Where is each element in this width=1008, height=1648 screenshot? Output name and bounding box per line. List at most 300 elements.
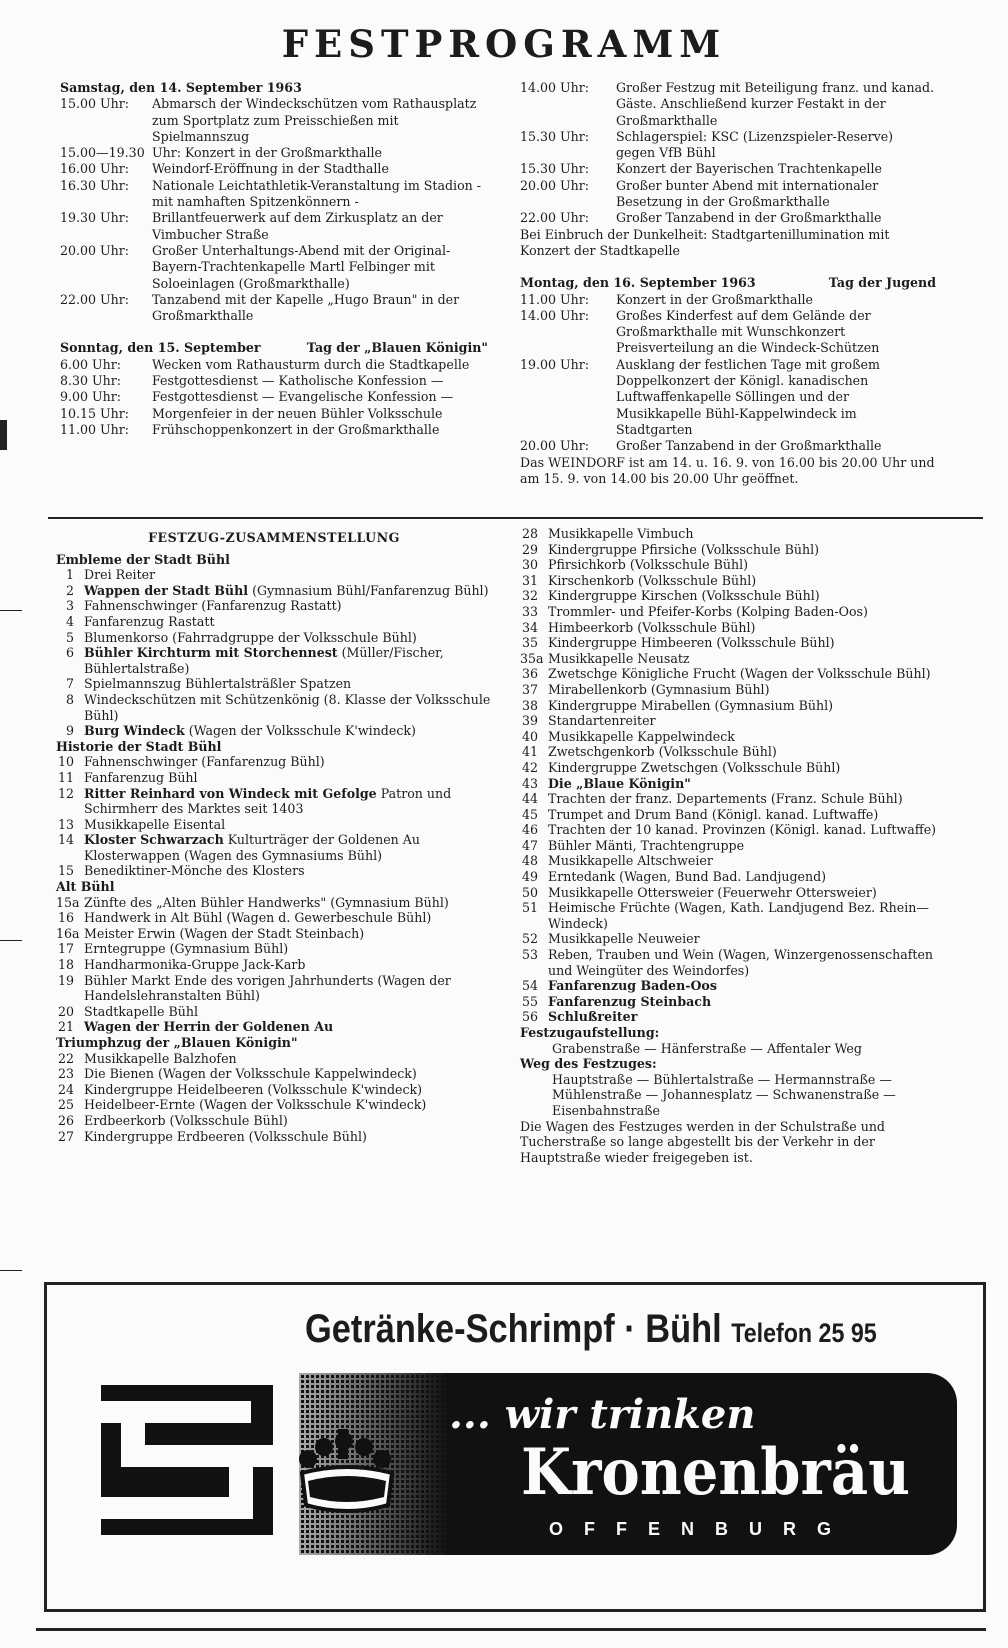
item-title: Zwetschge Königliche Frucht (Wagen der Volksschule Bühl): [548, 666, 931, 682]
item-text: [548, 542, 940, 558]
group-heading: Triumphzug der „Blauen Königin": [56, 1035, 298, 1050]
parade-item: [56, 598, 492, 614]
parade-item: [520, 853, 940, 869]
item-text: [84, 1082, 492, 1098]
item-number: 47: [521, 837, 538, 853]
item-text: [84, 645, 492, 676]
parade-item: [520, 620, 940, 636]
item-number: 41: [521, 744, 538, 760]
program-event: [60, 145, 488, 161]
parking-note: Die Wagen des Festzuges werden in der Schulstraße und Tucherstraße so lange abgestellt bis der Verkehr in der Hauptstraße wieder freigegeben ist.: [520, 1118, 885, 1165]
parade-item: [56, 1004, 492, 1020]
item-text: [548, 994, 940, 1010]
event-time: 14.00 Uhr:: [520, 307, 590, 323]
item-detail: Kulturträger der Goldenen Au Klosterwappen (Wagen des Gymnasiums Bühl): [84, 832, 420, 863]
parade-item: [520, 807, 940, 823]
item-text: [548, 635, 940, 651]
parade-item: [520, 635, 940, 651]
item-number: 16: [57, 910, 74, 926]
item-title: Die „Blaue Königin": [548, 775, 691, 791]
item-title: Burg Windeck: [84, 723, 185, 739]
event-time: 20.00 Uhr:: [60, 242, 130, 258]
item-text: [548, 666, 940, 682]
parade-item: [56, 1129, 492, 1145]
parade-item: [520, 822, 940, 838]
item-detail: Patron und Schirmherr des Marktes seit 1403: [84, 785, 452, 817]
item-number: 28: [521, 526, 538, 541]
event-time: 20.00 Uhr:: [520, 177, 590, 193]
group-heading: Historie der Stadt Bühl: [56, 738, 222, 754]
program-event: [60, 373, 488, 389]
program-event: [520, 129, 936, 162]
item-text: [548, 807, 940, 823]
event-time: 16.00 Uhr:: [60, 161, 130, 177]
item-title: Bühler Mänti, Trachtengruppe: [548, 837, 745, 853]
item-number: 39: [521, 713, 538, 729]
event-text: Konzert in der Großmarkthalle: [616, 291, 813, 307]
event-time: 22.00 Uhr:: [520, 210, 590, 226]
event-text: Frühschoppenkonzert in der Großmarkthalle: [152, 421, 440, 437]
program-event: [60, 357, 488, 373]
item-text: [84, 1019, 492, 1035]
item-title: Schlußreiter: [548, 1009, 638, 1025]
item-number: 17: [57, 941, 74, 957]
item-title: Standartenreiter: [548, 713, 656, 729]
item-number: 46: [521, 822, 538, 838]
item-title: Fanfarenzug Steinbach: [548, 993, 712, 1009]
item-text: [548, 822, 940, 838]
parade-item: [56, 832, 492, 863]
item-number: 48: [521, 853, 538, 869]
festzug-left-column: [56, 526, 492, 1144]
item-title: Trachten der 10 kanad. Provinzen (Königl. kanad. Luftwaffe): [548, 822, 937, 838]
brewery-seal-icon: [292, 1425, 402, 1521]
item-text: [84, 567, 492, 583]
event-text: Tanzabend mit der Kapelle „Hugo Braun" in der Großmarkthalle: [152, 291, 460, 324]
program-event: [520, 308, 936, 357]
margin-mark: [0, 420, 7, 450]
parade-item: [56, 676, 492, 692]
item-number: 40: [521, 728, 538, 744]
item-number: 36: [521, 666, 538, 682]
item-title: Wagen der Herrin der Goldenen Au: [84, 1019, 334, 1035]
event-time: 6.00 Uhr:: [60, 356, 122, 372]
item-text: [84, 786, 492, 817]
item-text: [84, 895, 492, 911]
event-time: 15.00—19.30: [60, 145, 145, 161]
event-time: 15.30 Uhr:: [520, 161, 590, 177]
item-text: [84, 973, 492, 1004]
item-title: Erntegruppe (Gymnasium Bühl): [84, 941, 289, 957]
item-title: Windeckschützen mit Schützenkönig (8. Klasse der Volksschule Bühl): [84, 691, 491, 723]
item-title: Ritter Reinhard von Windeck mit Gefolge: [84, 785, 377, 801]
item-text: [84, 1113, 492, 1129]
item-title: Reben, Trauben und Wein (Wagen, Winzergenossenschaften und Weingüter des Weindorfes): [548, 947, 934, 978]
event-text: Festgottesdienst — Katholische Konfession —: [152, 373, 444, 389]
program-event: [520, 357, 936, 438]
item-text: [548, 573, 940, 589]
program-saturday-sunday: [60, 80, 488, 438]
parade-item: [520, 776, 940, 792]
item-text: [548, 651, 940, 667]
item-number: 50: [521, 884, 538, 900]
event-time: 8.30 Uhr:: [60, 373, 122, 389]
item-title: Himbeerkorb (Volksschule Bühl): [548, 619, 756, 635]
ad-headline: [305, 1307, 877, 1352]
item-number: 19: [57, 972, 74, 988]
item-number: 18: [57, 957, 74, 973]
event-time: 20.00 Uhr:: [520, 438, 590, 454]
item-number: 35: [521, 635, 538, 651]
day-heading: [520, 275, 936, 291]
item-text: [84, 583, 492, 599]
brand-city: OFFENBURG: [549, 1519, 852, 1539]
parade-item: [56, 645, 492, 676]
parade-item: [520, 557, 940, 573]
item-text: [84, 1004, 492, 1020]
item-number: 53: [521, 947, 538, 963]
item-number: 56: [521, 1009, 538, 1025]
event-time: 22.00 Uhr:: [60, 291, 130, 307]
parade-item: [520, 994, 940, 1010]
assembly-label: Festzugaufstellung:: [520, 1025, 660, 1040]
event-time: 10.15 Uhr:: [60, 405, 130, 421]
parade-item: [520, 760, 940, 776]
item-title: Zwetschgenkorb (Volksschule Bühl): [548, 744, 777, 760]
program-event: [520, 210, 936, 226]
festzug-right-column: [520, 526, 940, 1165]
event-text: Großer Tanzabend in der Großmarkthalle: [616, 210, 882, 226]
parade-item: [56, 1051, 492, 1067]
item-number: 37: [521, 681, 538, 697]
item-title: Musikkapelle Balzhofen: [84, 1050, 237, 1066]
item-number: 31: [521, 572, 538, 588]
item-text: [84, 676, 492, 692]
item-title: Kindergruppe Mirabellen (Gymnasium Bühl): [548, 697, 834, 713]
item-number: 30: [521, 557, 538, 573]
item-text: [84, 1066, 492, 1082]
item-text: [548, 931, 940, 947]
ad-phone: Telefon 25 95: [731, 1318, 877, 1348]
item-title: Kloster Schwarzach: [84, 832, 224, 848]
parade-item: [520, 542, 940, 558]
item-number: 52: [521, 931, 538, 947]
parade-item: [56, 1066, 492, 1082]
program-event: [520, 80, 936, 129]
item-number: 11: [57, 769, 74, 785]
item-number: 2: [65, 582, 74, 598]
item-number: 9: [65, 723, 74, 739]
margin-rule: [0, 1270, 22, 1271]
parade-item: [520, 1009, 940, 1025]
parade-item: [56, 973, 492, 1004]
festzug-heading: FESTZUG-ZUSAMMENSTELLUNG: [148, 530, 400, 545]
parade-item: [520, 838, 940, 854]
item-number: 49: [521, 869, 538, 885]
event-time: 9.00 Uhr:: [60, 389, 122, 405]
item-number: 38: [521, 697, 538, 713]
program-event: [60, 389, 488, 405]
parade-item: [520, 791, 940, 807]
day-heading: [60, 340, 488, 356]
item-title: Trachten der franz. Departements (Franz. Schule Bühl): [548, 791, 903, 807]
margin-rule: [0, 940, 22, 941]
event-text: Großer Tanzabend in der Großmarkthalle: [616, 438, 882, 454]
item-title: Erntedank (Wagen, Bund Bad. Landjugend): [548, 869, 827, 885]
parade-item: [520, 588, 940, 604]
parade-item: [56, 786, 492, 817]
item-number: 25: [57, 1097, 74, 1113]
item-text: [84, 598, 492, 614]
parade-item: [520, 526, 940, 542]
item-number: 12: [57, 785, 74, 801]
brand-name: Kronenbräu: [521, 1435, 911, 1510]
item-number: 24: [57, 1081, 74, 1097]
item-number: 15: [57, 863, 74, 879]
day-motto: Tag der „Blauen Königin": [306, 340, 488, 356]
item-number: 55: [521, 993, 538, 1009]
parade-item: [56, 567, 492, 583]
event-text: Ausklang der festlichen Tage mit großem Doppelkonzert der Königl. kanadischen Luftwaffenkapelle Söllingen und der Musikkapelle Bühl-Kappelwindeck im Stadtgarten: [616, 356, 880, 437]
parade-item: [520, 744, 940, 760]
item-text: [84, 832, 492, 863]
item-number: 43: [521, 775, 538, 791]
item-text: [548, 838, 940, 854]
item-number: 34: [521, 619, 538, 635]
item-text: [548, 698, 940, 714]
event-time: 15.30 Uhr:: [520, 128, 590, 144]
item-number: 29: [521, 541, 538, 557]
parade-item: [56, 614, 492, 630]
event-text: Großer bunter Abend mit internationaler Besetzung in der Großmarkthalle: [616, 177, 879, 210]
item-text: [84, 630, 492, 646]
item-number: 13: [57, 816, 74, 832]
item-title: Benediktiner-Mönche des Klosters: [84, 863, 305, 879]
event-time: 11.00 Uhr:: [60, 421, 130, 437]
item-title: Spielmannszug Bühlertalsträßler Spatzen: [84, 676, 352, 692]
s-logo-icon: [101, 1385, 273, 1535]
item-number: 22: [57, 1050, 74, 1066]
item-text: [548, 682, 940, 698]
event-time: 19.00 Uhr:: [520, 356, 590, 372]
program-event: [60, 178, 488, 211]
program-event: [60, 292, 488, 325]
item-number: 26: [57, 1112, 74, 1128]
day-heading: [60, 80, 488, 96]
item-text: [548, 885, 940, 901]
program-event: [60, 422, 488, 438]
margin-rule: [0, 610, 22, 611]
group-heading: Alt Bühl: [56, 879, 115, 895]
parade-item: [56, 692, 492, 723]
section-divider: [48, 517, 983, 519]
item-number: 54: [521, 978, 538, 994]
event-text: Weindorf-Eröffnung in der Stadthalle: [152, 161, 389, 177]
item-title: Handharmonika-Gruppe Jack-Karb: [84, 957, 306, 973]
parade-item: [56, 817, 492, 833]
item-text: [548, 853, 940, 869]
item-text: [548, 620, 940, 636]
item-text: [84, 926, 492, 942]
item-text: [548, 713, 940, 729]
program-event: [520, 178, 936, 211]
item-title: Stadtkapelle Bühl: [84, 1003, 198, 1019]
parade-item: [520, 698, 940, 714]
item-number: 1: [65, 567, 74, 583]
item-title: Kindergruppe Kirschen (Volksschule Bühl): [548, 588, 820, 604]
parade-item: [56, 957, 492, 973]
item-number: 15a: [56, 894, 80, 910]
item-number: 8: [65, 691, 74, 707]
parade-item: [520, 713, 940, 729]
item-detail: (Gymnasium Bühl/Fanfarenzug Bühl): [252, 582, 489, 598]
item-text: [84, 614, 492, 630]
item-number: 5: [65, 629, 74, 645]
item-text: [84, 863, 492, 879]
weindorf-note: Das WEINDORF ist am 14. u. 16. 9. von 16.00 bis 20.00 Uhr und am 15. 9. von 14.00 bis 20.00 Uhr geöffnet.: [520, 454, 935, 486]
parade-route: Hauptstraße — Bühlertalstraße — Hermannstraße — Mühlenstraße — Johannesplatz — Schwanenstraße — Eisenbahnstraße: [552, 1071, 896, 1118]
item-title: Erdbeerkorb (Volksschule Bühl): [84, 1112, 288, 1128]
parade-item: [56, 941, 492, 957]
parade-item: [56, 895, 492, 911]
item-number: 21: [57, 1019, 74, 1035]
parade-item: [56, 926, 492, 942]
parade-item: [56, 863, 492, 879]
parade-item: [56, 754, 492, 770]
item-text: [84, 754, 492, 770]
item-detail: (Wagen der Volksschule K'windeck): [188, 723, 416, 739]
event-text: Großer Unterhaltungs-Abend mit der Original-Bayern-Trachtenkapelle Martl Felbinger mit Soloeinlagen (Großmarkthalle): [152, 242, 451, 291]
item-text: [84, 910, 492, 926]
item-text: [84, 1097, 492, 1113]
event-text: Großes Kinderfest auf dem Gelände der Großmarkthalle mit Wunschkonzert Preisverteilung an die Windeck-Schützen: [616, 307, 880, 356]
event-text: Morgenfeier in der neuen Bühler Volksschule: [152, 405, 443, 421]
ad-slogan: ... wir trinken: [449, 1391, 756, 1438]
item-text: [84, 723, 492, 739]
item-title: Fahnenschwinger (Fanfarenzug Bühl): [84, 754, 325, 770]
event-text: Großer Festzug mit Beteiligung franz. und kanad. Gäste. Anschließend kurzer Festakt in der Großmarkthalle: [616, 80, 935, 128]
item-number: 20: [57, 1003, 74, 1019]
item-title: Kindergruppe Heidelbeeren (Volksschule K'windeck): [84, 1081, 423, 1097]
item-number: 44: [521, 791, 538, 807]
day-title: Samstag, den 14. September 1963: [60, 80, 302, 95]
parade-item: [56, 770, 492, 786]
parade-item: [520, 573, 940, 589]
item-text: [548, 760, 940, 776]
event-text: Abmarsch der Windeckschützen vom Rathausplatz zum Sportplatz zum Preisschießen mit Spielmannszug: [152, 96, 477, 144]
item-text: [548, 1009, 940, 1025]
parade-item: [56, 1113, 492, 1129]
item-text: [84, 692, 492, 723]
parade-item: [520, 682, 940, 698]
item-title: Blumenkorso (Fahrradgruppe der Volksschule Bühl): [84, 629, 417, 645]
day-title: Sonntag, den 15. September: [60, 340, 261, 356]
program-sunday-monday: [520, 80, 936, 487]
item-number: 6: [65, 645, 74, 661]
program-event: [60, 406, 488, 422]
spacer: [60, 324, 488, 340]
item-text: [548, 947, 940, 978]
item-title: Zünfte des „Alten Bühler Handwerks" (Gymnasium Bühl): [84, 894, 449, 910]
item-title: Fahnenschwinger (Fanfarenzug Rastatt): [84, 598, 342, 614]
item-title: Fanfarenzug Bühl: [84, 769, 198, 785]
event-text: Wecken vom Rathausturm durch die Stadtkapelle: [152, 356, 470, 372]
item-text: [548, 588, 940, 604]
item-text: [84, 770, 492, 786]
parade-item: [56, 583, 492, 599]
page-bottom-rule: [36, 1628, 986, 1631]
item-title: Bühler Kirchturm mit Storchennest: [84, 645, 338, 661]
item-title: Meister Erwin (Wagen der Stadt Steinbach): [84, 925, 365, 941]
item-number: 35a: [520, 650, 544, 666]
parade-item: [520, 900, 940, 931]
day-motto: Tag der Jugend: [828, 275, 936, 291]
item-title: Bühler Markt Ende des vorigen Jahrhunderts (Wagen der Handelslehranstalten Bühl): [84, 972, 451, 1004]
item-title: Musikkapelle Vimbuch: [548, 526, 694, 541]
item-text: [84, 957, 492, 973]
parade-item: [520, 978, 940, 994]
item-text: [84, 941, 492, 957]
parade-item: [520, 666, 940, 682]
item-title: Pfirsichkorb (Volksschule Bühl): [548, 557, 749, 573]
item-number: 4: [65, 613, 74, 629]
event-text: Nationale Leichtathletik-Veranstaltung im Stadion - mit namhaften Spitzenkönnern -: [152, 177, 482, 210]
item-title: Drei Reiter: [84, 567, 156, 583]
ad-company: Getränke-Schrimpf · Bühl: [305, 1307, 722, 1351]
event-text: Brillantfeuerwerk auf dem Zirkusplatz an der Vimbucher Straße: [152, 210, 443, 242]
parade-item: [520, 729, 940, 745]
assembly-route: Grabenstraße — Hänferstraße — Affentaler Weg: [552, 1040, 862, 1056]
event-time: 15.00 Uhr:: [60, 96, 130, 112]
item-title: Trumpet and Drum Band (Königl. kanad. Luftwaffe): [548, 806, 879, 822]
parade-item: [520, 604, 940, 620]
group-heading: Embleme der Stadt Bühl: [56, 551, 230, 567]
item-number: 32: [521, 588, 538, 604]
item-text: [548, 791, 940, 807]
item-text: [548, 869, 940, 885]
item-title: Heimische Früchte (Wagen, Kath. Landjugend Bez. Rhein—Windeck): [548, 900, 929, 931]
event-text: Schlagerspiel: KSC (Lizenzspieler-Reserve) gegen VfB Bühl: [616, 128, 894, 161]
item-title: Trommler- und Pfeifer-Korbs (Kolping Baden-Oos): [548, 603, 868, 619]
item-title: Handwerk in Alt Bühl (Wagen d. Gewerbeschule Bühl): [84, 910, 432, 926]
program-event: [520, 161, 936, 177]
item-number: 14: [57, 832, 74, 848]
program-event: [520, 438, 936, 454]
item-text: [548, 604, 940, 620]
event-time: 16.30 Uhr:: [60, 177, 130, 193]
advertisement: [44, 1282, 986, 1612]
item-title: Die Bienen (Wagen der Volksschule Kappelwindeck): [84, 1066, 417, 1082]
parade-item: [520, 869, 940, 885]
program-event: [60, 161, 488, 177]
event-time: 11.00 Uhr:: [520, 291, 590, 307]
item-title: Kindergruppe Erdbeeren (Volksschule Bühl): [84, 1128, 367, 1144]
item-text: [548, 744, 940, 760]
item-title: Wappen der Stadt Bühl: [84, 582, 249, 598]
item-text: [84, 1129, 492, 1145]
route-label: Weg des Festzuges:: [520, 1056, 657, 1072]
page-title: FESTPROGRAMM: [281, 22, 727, 66]
event-time: 14.00 Uhr:: [520, 80, 590, 95]
item-detail: (Müller/Fischer, Bühlertalstraße): [84, 645, 444, 676]
event-text: Festgottesdienst — Evangelische Konfession —: [152, 389, 454, 405]
parade-item: [520, 931, 940, 947]
item-title: Musikkapelle Kappelwindeck: [548, 728, 735, 744]
day-title: Montag, den 16. September 1963: [520, 275, 756, 291]
item-text: [84, 1051, 492, 1067]
parade-item: [56, 910, 492, 926]
item-title: Fanfarenzug Rastatt: [84, 613, 215, 629]
